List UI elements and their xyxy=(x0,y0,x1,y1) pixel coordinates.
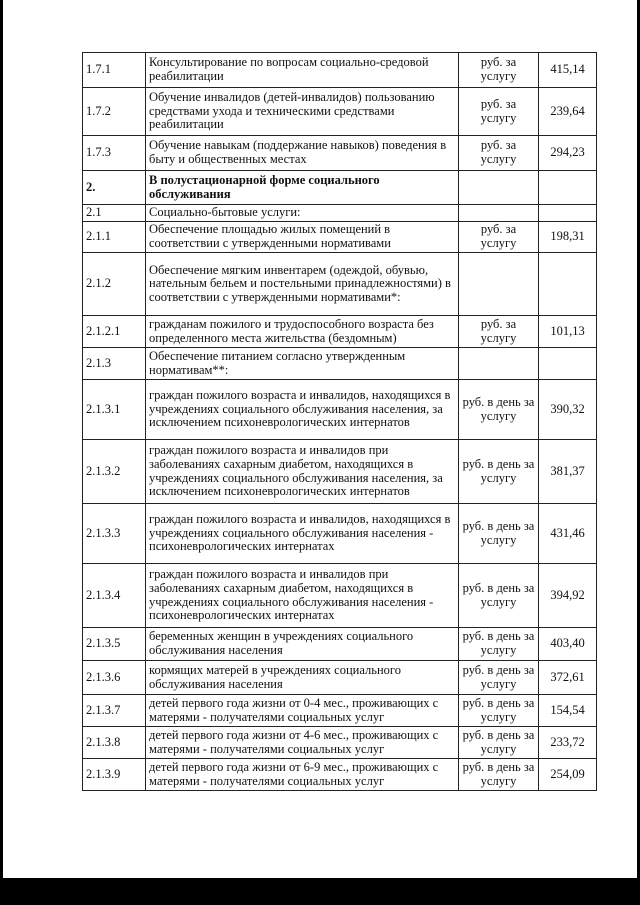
row-description: детей первого года жизни от 6-9 мес., проживающих с матерями - получателями социальных услуг xyxy=(146,759,459,791)
row-price xyxy=(539,253,597,316)
row-unit xyxy=(459,253,539,316)
row-code: 2.1.3 xyxy=(83,348,146,380)
row-price: 233,72 xyxy=(539,727,597,759)
row-description: граждан пожилого возраста и инвалидов, находящихся в учреждениях социального обслуживания населения - психоневрологических интернатах xyxy=(146,504,459,564)
row-price: 101,13 xyxy=(539,316,597,348)
row-code: 2.1.3.7 xyxy=(83,695,146,727)
row-price: 254,09 xyxy=(539,759,597,791)
row-price: 431,46 xyxy=(539,504,597,564)
row-unit: руб. в день за услугу xyxy=(459,661,539,695)
row-code: 2.1.2 xyxy=(83,253,146,316)
row-unit: руб. за услугу xyxy=(459,316,539,348)
row-code: 2.1.3.3 xyxy=(83,504,146,564)
row-description: граждан пожилого возраста и инвалидов при заболеваниях сахарным диабетом, находящихся в учреждениях социального обслуживания населения - психоневрологических интернатах xyxy=(146,564,459,628)
row-unit: руб. за услугу xyxy=(459,222,539,253)
row-unit: руб. в день за услугу xyxy=(459,504,539,564)
row-description: граждан пожилого возраста и инвалидов при заболеваниях сахарным диабетом, находящихся в учреждениях социального обслуживания населения, за исключением психоневрологических интернатов xyxy=(146,440,459,504)
row-unit: руб. в день за услугу xyxy=(459,380,539,440)
row-description: Обучение инвалидов (детей-инвалидов) пользованию средствами ухода и техническими средствами реабилитации xyxy=(146,88,459,136)
table-row xyxy=(83,440,597,504)
row-unit: руб. в день за услугу xyxy=(459,759,539,791)
row-description: Обеспечение питанием согласно утвержденным нормативам**: xyxy=(146,348,459,380)
row-price xyxy=(539,348,597,380)
row-price: 372,61 xyxy=(539,661,597,695)
table-row xyxy=(83,628,597,661)
row-code: 2.1.3.5 xyxy=(83,628,146,661)
row-description: кормящих матерей в учреждениях социального обслуживания населения xyxy=(146,661,459,695)
row-description: Обеспечение площадью жилых помещений в соответствии с утвержденными нормативами xyxy=(146,222,459,253)
row-code: 2. xyxy=(83,171,146,205)
table-row xyxy=(83,136,597,171)
table-row xyxy=(83,695,597,727)
table-row xyxy=(83,253,597,316)
row-price: 390,32 xyxy=(539,380,597,440)
row-description: гражданам пожилого и трудоспособного возраста без определенного места жительства (бездомным) xyxy=(146,316,459,348)
table-row xyxy=(83,316,597,348)
table-row xyxy=(83,727,597,759)
table-row xyxy=(83,380,597,440)
row-price: 394,92 xyxy=(539,564,597,628)
row-price xyxy=(539,205,597,222)
tariff-table-body xyxy=(83,53,597,791)
row-price: 198,31 xyxy=(539,222,597,253)
row-unit xyxy=(459,205,539,222)
row-unit: руб. в день за услугу xyxy=(459,440,539,504)
row-description: Социально-бытовые услуги: xyxy=(146,205,459,222)
row-description: детей первого года жизни от 4-6 мес., проживающих с матерями - получателями социальных услуг xyxy=(146,727,459,759)
row-price: 415,14 xyxy=(539,53,597,88)
row-description: В полустационарной форме социального обслуживания xyxy=(146,171,459,205)
scan-edge-left xyxy=(0,0,3,905)
row-unit: руб. в день за услугу xyxy=(459,628,539,661)
row-code: 2.1.3.1 xyxy=(83,380,146,440)
scan-edge-bottom xyxy=(0,878,640,905)
row-description: граждан пожилого возраста и инвалидов, находящихся в учреждениях социального обслуживания населения, за исключением психоневрологических интернатов xyxy=(146,380,459,440)
row-unit: руб. за услугу xyxy=(459,88,539,136)
row-price: 239,64 xyxy=(539,88,597,136)
row-unit xyxy=(459,171,539,205)
row-price: 381,37 xyxy=(539,440,597,504)
row-price xyxy=(539,171,597,205)
row-code: 2.1.3.9 xyxy=(83,759,146,791)
table-row xyxy=(83,88,597,136)
row-code: 1.7.1 xyxy=(83,53,146,88)
tariff-table xyxy=(82,52,597,791)
row-code: 2.1.3.8 xyxy=(83,727,146,759)
row-unit: руб. за услугу xyxy=(459,53,539,88)
row-unit xyxy=(459,348,539,380)
row-code: 2.1.1 xyxy=(83,222,146,253)
row-code: 2.1.3.4 xyxy=(83,564,146,628)
row-description: Обучение навыкам (поддержание навыков) поведения в быту и общественных местах xyxy=(146,136,459,171)
table-row xyxy=(83,205,597,222)
table-row xyxy=(83,759,597,791)
row-description: Обеспечение мягким инвентарем (одеждой, обувью, нательным бельем и постельными принадлежностями) в соответствии с утвержденными нормативами*: xyxy=(146,253,459,316)
row-description: Консультирование по вопросам социально-средовой реабилитации xyxy=(146,53,459,88)
row-description: беременных женщин в учреждениях социального обслуживания населения xyxy=(146,628,459,661)
table-row xyxy=(83,564,597,628)
table-row xyxy=(83,348,597,380)
row-unit: руб. в день за услугу xyxy=(459,727,539,759)
row-unit: руб. в день за услугу xyxy=(459,564,539,628)
row-unit: руб. в день за услугу xyxy=(459,695,539,727)
row-code: 2.1.2.1 xyxy=(83,316,146,348)
row-price: 154,54 xyxy=(539,695,597,727)
table-row-section-heading xyxy=(83,171,597,205)
row-description: детей первого года жизни от 0-4 мес., проживающих с матерями - получателями социальных услуг xyxy=(146,695,459,727)
table-row xyxy=(83,222,597,253)
row-code: 1.7.3 xyxy=(83,136,146,171)
table-row xyxy=(83,661,597,695)
row-code: 1.7.2 xyxy=(83,88,146,136)
table-row xyxy=(83,504,597,564)
row-unit: руб. за услугу xyxy=(459,136,539,171)
row-code: 2.1 xyxy=(83,205,146,222)
row-price: 294,23 xyxy=(539,136,597,171)
row-code: 2.1.3.6 xyxy=(83,661,146,695)
row-price: 403,40 xyxy=(539,628,597,661)
table-row xyxy=(83,53,597,88)
row-code: 2.1.3.2 xyxy=(83,440,146,504)
